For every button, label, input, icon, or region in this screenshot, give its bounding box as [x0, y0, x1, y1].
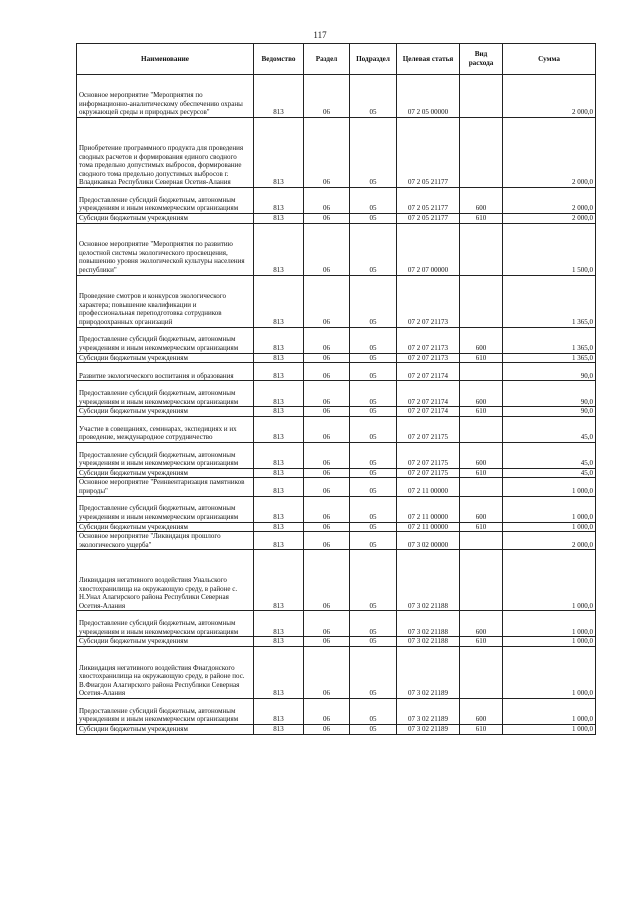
cell-name: Субсидии бюджетным учреждениям [77, 637, 254, 647]
table-row [77, 327, 596, 353]
cell-name: Субсидии бюджетным учреждениям [77, 468, 254, 478]
cell-subsection: 05 [350, 698, 397, 724]
table-row [77, 522, 596, 532]
cell-section: 06 [304, 550, 350, 611]
cell-subsection: 05 [350, 118, 397, 188]
table-row [77, 223, 596, 275]
table-row [77, 611, 596, 637]
cell-subsection: 05 [350, 214, 397, 224]
cell-subsection: 05 [350, 550, 397, 611]
table-row [77, 407, 596, 417]
cell-sum: 1 000,0 [503, 550, 596, 611]
cell-subsection: 05 [350, 223, 397, 275]
cell-name: Основное мероприятие "Мероприятия по информационно-аналитическому обеспечению охраны окружающей среды и природных ресурсов" [77, 75, 254, 118]
cell-expense-type: 610 [460, 407, 503, 417]
table-row [77, 214, 596, 224]
cell-expense-type: 600 [460, 698, 503, 724]
cell-sum: 90,0 [503, 363, 596, 381]
table-header-row [77, 44, 596, 75]
page-number: 117 [313, 30, 327, 40]
header-subsection: Подраздел [350, 44, 397, 75]
cell-sum: 2 000,0 [503, 214, 596, 224]
cell-department: 813 [254, 223, 304, 275]
cell-target-article: 07 2 05 00000 [397, 75, 460, 118]
cell-subsection: 05 [350, 611, 397, 637]
cell-subsection: 05 [350, 275, 397, 327]
cell-target-article: 07 3 02 21188 [397, 611, 460, 637]
cell-sum: 1 000,0 [503, 478, 596, 496]
cell-section: 06 [304, 496, 350, 522]
cell-section: 06 [304, 442, 350, 468]
cell-expense-type [460, 416, 503, 442]
cell-sum: 45,0 [503, 416, 596, 442]
cell-department: 813 [254, 407, 304, 417]
cell-name: Основное мероприятие "Мероприятия по развитию целостной системы экологического просвещения, повышению уровня экологической культуры населения республики" [77, 223, 254, 275]
table-row [77, 353, 596, 363]
cell-expense-type: 610 [460, 637, 503, 647]
cell-name: Ликвидация негативного воздействия Унальского хвостохранилища на окружающую среду, в районе с. Н.Унал Алагирского района Республики Северная Осетия-Алания [77, 550, 254, 611]
cell-sum: 1 000,0 [503, 611, 596, 637]
cell-department: 813 [254, 214, 304, 224]
cell-target-article: 07 3 02 21188 [397, 550, 460, 611]
cell-name: Предоставление субсидий бюджетным, автономным учреждениям и иным некоммерческим организациям [77, 188, 254, 214]
cell-expense-type [460, 275, 503, 327]
cell-section: 06 [304, 468, 350, 478]
cell-department: 813 [254, 353, 304, 363]
cell-target-article: 07 2 07 21174 [397, 363, 460, 381]
cell-name: Субсидии бюджетным учреждениям [77, 522, 254, 532]
cell-sum: 1 000,0 [503, 496, 596, 522]
table-row [77, 381, 596, 407]
cell-department: 813 [254, 381, 304, 407]
cell-name: Субсидии бюджетным учреждениям [77, 407, 254, 417]
cell-department: 813 [254, 118, 304, 188]
cell-sum: 45,0 [503, 442, 596, 468]
cell-section: 06 [304, 214, 350, 224]
cell-department: 813 [254, 188, 304, 214]
cell-expense-type [460, 118, 503, 188]
cell-target-article: 07 2 11 00000 [397, 478, 460, 496]
cell-sum: 1 365,0 [503, 275, 596, 327]
cell-section: 06 [304, 416, 350, 442]
cell-department: 813 [254, 646, 304, 698]
cell-department: 813 [254, 637, 304, 647]
cell-name: Предоставление субсидий бюджетным, автономным учреждениям и иным некоммерческим организациям [77, 611, 254, 637]
cell-department: 813 [254, 275, 304, 327]
cell-target-article: 07 3 02 21188 [397, 637, 460, 647]
cell-section: 06 [304, 698, 350, 724]
cell-subsection: 05 [350, 522, 397, 532]
table-row [77, 363, 596, 381]
cell-sum: 1 500,0 [503, 223, 596, 275]
cell-target-article: 07 2 07 21173 [397, 353, 460, 363]
cell-section: 06 [304, 381, 350, 407]
cell-target-article: 07 2 11 00000 [397, 496, 460, 522]
table-row [77, 496, 596, 522]
cell-department: 813 [254, 442, 304, 468]
cell-department: 813 [254, 550, 304, 611]
cell-name: Предоставление субсидий бюджетным, автономным учреждениям и иным некоммерческим организациям [77, 327, 254, 353]
cell-sum: 90,0 [503, 381, 596, 407]
cell-department: 813 [254, 698, 304, 724]
cell-name: Проведение смотров и конкурсов экологического характера; повышение квалификации и профессиональная переподготовка сотрудников природоохранных организаций [77, 275, 254, 327]
table-row [77, 416, 596, 442]
table-row [77, 442, 596, 468]
cell-expense-type: 610 [460, 468, 503, 478]
cell-name: Приобретение программного продукта для проведения сводных расчетов и формирования единого сводного тома предельно допустимых выбросов, формирование сводного тома предельно допустимых выбросов г. Владикавказ Республики Северная Осетия-Алания [77, 118, 254, 188]
cell-subsection: 05 [350, 407, 397, 417]
cell-expense-type [460, 363, 503, 381]
table-row [77, 75, 596, 118]
cell-expense-type [460, 223, 503, 275]
cell-subsection: 05 [350, 468, 397, 478]
cell-subsection: 05 [350, 327, 397, 353]
cell-subsection: 05 [350, 532, 397, 550]
header-department: Ведомство [254, 44, 304, 75]
cell-subsection: 05 [350, 442, 397, 468]
cell-section: 06 [304, 478, 350, 496]
cell-expense-type [460, 75, 503, 118]
cell-department: 813 [254, 416, 304, 442]
cell-sum: 2 000,0 [503, 75, 596, 118]
cell-department: 813 [254, 363, 304, 381]
header-target-article: Целевая статья [397, 44, 460, 75]
cell-sum: 1 000,0 [503, 646, 596, 698]
cell-target-article: 07 2 07 21174 [397, 407, 460, 417]
header-section: Раздел [304, 44, 350, 75]
cell-target-article: 07 2 07 00000 [397, 223, 460, 275]
cell-sum: 90,0 [503, 407, 596, 417]
cell-section: 06 [304, 522, 350, 532]
table-row [77, 646, 596, 698]
table-row [77, 118, 596, 188]
cell-section: 06 [304, 223, 350, 275]
cell-section: 06 [304, 637, 350, 647]
cell-subsection: 05 [350, 496, 397, 522]
cell-target-article: 07 2 11 00000 [397, 522, 460, 532]
cell-target-article: 07 2 05 21177 [397, 118, 460, 188]
cell-section: 06 [304, 646, 350, 698]
cell-subsection: 05 [350, 381, 397, 407]
cell-name: Субсидии бюджетным учреждениям [77, 353, 254, 363]
cell-name: Основное мероприятие "Ликвидация прошлого экологического ущерба" [77, 532, 254, 550]
cell-department: 813 [254, 496, 304, 522]
cell-department: 813 [254, 611, 304, 637]
cell-department: 813 [254, 532, 304, 550]
cell-subsection: 05 [350, 75, 397, 118]
cell-section: 06 [304, 75, 350, 118]
cell-sum: 2 000,0 [503, 532, 596, 550]
cell-target-article: 07 2 07 21175 [397, 468, 460, 478]
cell-section: 06 [304, 118, 350, 188]
cell-subsection: 05 [350, 416, 397, 442]
cell-subsection: 05 [350, 353, 397, 363]
cell-department: 813 [254, 468, 304, 478]
cell-sum: 1 000,0 [503, 698, 596, 724]
cell-section: 06 [304, 275, 350, 327]
cell-sum: 1 365,0 [503, 327, 596, 353]
cell-subsection: 05 [350, 363, 397, 381]
cell-sum: 1 000,0 [503, 522, 596, 532]
cell-expense-type: 610 [460, 214, 503, 224]
cell-sum: 2 000,0 [503, 118, 596, 188]
cell-section: 06 [304, 363, 350, 381]
cell-target-article: 07 3 02 21189 [397, 646, 460, 698]
budget-table [76, 43, 596, 735]
cell-target-article: 07 2 05 21177 [397, 214, 460, 224]
cell-section: 06 [304, 353, 350, 363]
header-name: Наименование [77, 44, 254, 75]
table-row [77, 550, 596, 611]
cell-name: Предоставление субсидий бюджетным, автономным учреждениям и иным некоммерческим организациям [77, 381, 254, 407]
cell-name: Основное мероприятие "Реинвентаризация памятников природы" [77, 478, 254, 496]
cell-department: 813 [254, 522, 304, 532]
cell-name: Предоставление субсидий бюджетным, автономным учреждениям и иным некоммерческим организациям [77, 442, 254, 468]
cell-sum: 2 000,0 [503, 188, 596, 214]
cell-target-article: 07 2 05 21177 [397, 188, 460, 214]
cell-subsection: 05 [350, 646, 397, 698]
cell-section: 06 [304, 188, 350, 214]
cell-expense-type: 610 [460, 522, 503, 532]
cell-sum: 45,0 [503, 468, 596, 478]
cell-target-article: 07 2 07 21174 [397, 381, 460, 407]
cell-sum: 1 365,0 [503, 353, 596, 363]
cell-subsection: 05 [350, 724, 397, 734]
cell-expense-type [460, 646, 503, 698]
cell-sum: 1 000,0 [503, 724, 596, 734]
cell-department: 813 [254, 327, 304, 353]
table-row [77, 724, 596, 734]
cell-target-article: 07 3 02 21189 [397, 698, 460, 724]
header-expense-type: Вид расхода [460, 44, 503, 75]
cell-name: Ликвидация негативного воздействия Фиагдонского хвостохранилища на окружающую среду, в районе пос. В.Фиагдон Алагирского района Республики Северная Осетия-Алания [77, 646, 254, 698]
cell-expense-type [460, 532, 503, 550]
table-body [77, 75, 596, 735]
cell-expense-type: 600 [460, 188, 503, 214]
cell-expense-type: 610 [460, 724, 503, 734]
cell-target-article: 07 2 07 21173 [397, 275, 460, 327]
table-row [77, 275, 596, 327]
table-row [77, 637, 596, 647]
cell-section: 06 [304, 327, 350, 353]
cell-expense-type: 600 [460, 381, 503, 407]
cell-expense-type: 600 [460, 611, 503, 637]
cell-name: Предоставление субсидий бюджетным, автономным учреждениям и иным некоммерческим организациям [77, 698, 254, 724]
cell-name: Предоставление субсидий бюджетным, автономным учреждениям и иным некоммерческим организациям [77, 496, 254, 522]
cell-section: 06 [304, 724, 350, 734]
cell-expense-type: 600 [460, 496, 503, 522]
table-row [77, 698, 596, 724]
cell-target-article: 07 2 07 21175 [397, 416, 460, 442]
header-sum: Сумма [503, 44, 596, 75]
cell-expense-type: 600 [460, 327, 503, 353]
cell-expense-type: 610 [460, 353, 503, 363]
cell-name: Субсидии бюджетным учреждениям [77, 214, 254, 224]
cell-subsection: 05 [350, 188, 397, 214]
cell-expense-type [460, 550, 503, 611]
cell-name: Субсидии бюджетным учреждениям [77, 724, 254, 734]
cell-sum: 1 000,0 [503, 637, 596, 647]
cell-section: 06 [304, 611, 350, 637]
cell-department: 813 [254, 75, 304, 118]
cell-subsection: 05 [350, 478, 397, 496]
cell-department: 813 [254, 478, 304, 496]
cell-target-article: 07 3 02 21189 [397, 724, 460, 734]
cell-name: Развитие экологического воспитания и образования [77, 363, 254, 381]
cell-section: 06 [304, 407, 350, 417]
cell-department: 813 [254, 724, 304, 734]
cell-name: Участие в совещаниях, семинарах, экспедициях и их проведение, международное сотрудничество [77, 416, 254, 442]
table-row [77, 532, 596, 550]
cell-target-article: 07 3 02 00000 [397, 532, 460, 550]
cell-subsection: 05 [350, 637, 397, 647]
table-row [77, 468, 596, 478]
cell-target-article: 07 2 07 21173 [397, 327, 460, 353]
table-row [77, 478, 596, 496]
cell-section: 06 [304, 532, 350, 550]
cell-expense-type: 600 [460, 442, 503, 468]
cell-target-article: 07 2 07 21175 [397, 442, 460, 468]
table-row [77, 188, 596, 214]
cell-expense-type [460, 478, 503, 496]
